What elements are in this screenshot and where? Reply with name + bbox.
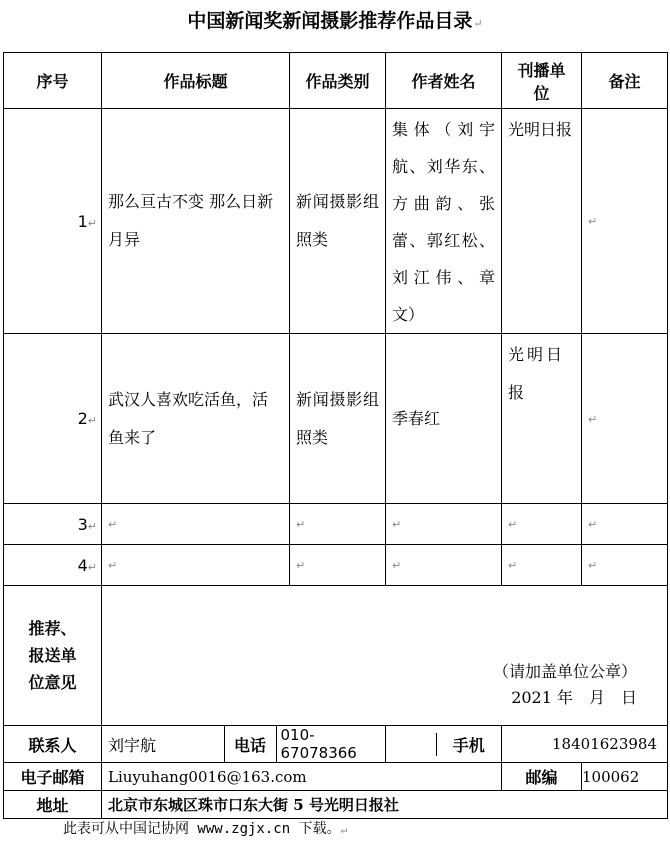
opinion-content: [102, 586, 668, 726]
opinion-date: 2021 年 月 日: [511, 688, 637, 707]
row-author: 集体（刘宇航、刘华东、方曲韵、张蕾、郭红松、刘江伟、章文）: [386, 109, 502, 334]
row-category: ↵: [290, 545, 386, 586]
row-remarks: ↵: [582, 334, 668, 504]
table-row: [4, 504, 668, 545]
page-title: [0, 6, 670, 33]
header-remarks: 备注: [582, 53, 668, 109]
contact-row: [4, 726, 668, 763]
header-publisher: 刊播单位: [502, 53, 582, 109]
title-text: 中国新闻奖新闻摄影推荐作品目录: [187, 10, 473, 32]
row-no: 2↵: [4, 334, 102, 504]
row-publisher: 光明日报: [502, 334, 582, 504]
row-title: 那么亘古不变 那么日新月异: [102, 109, 290, 334]
email-row: [4, 763, 668, 791]
header-author: 作者姓名: [386, 53, 502, 109]
stamp-note: （请加盖单位公章）: [492, 662, 637, 681]
row-title: ↵: [102, 545, 290, 586]
row-title: 武汉人喜欢吃活鱼，活鱼来了: [102, 334, 290, 504]
row-no: 3↵: [4, 504, 102, 545]
download-note: 此表可从中国记协网 www.zgjx.cn 下载。↵: [63, 821, 348, 837]
row-category: 新闻摄影组照类: [290, 334, 386, 504]
row-author: 季春红: [386, 334, 502, 504]
works-table: [3, 52, 668, 819]
opinion-label: 推荐、报送单位意见: [4, 586, 102, 726]
contact-subtable: [102, 726, 385, 762]
row-remarks: ↵: [582, 545, 668, 586]
para-mark: ↵: [473, 17, 483, 30]
row-publisher: ↵: [502, 545, 582, 586]
address-label: 地址: [4, 791, 102, 819]
contact-group: [102, 726, 386, 763]
row-title: ↵: [102, 504, 290, 545]
row-category: ↵: [290, 504, 386, 545]
mobile-label: 手机: [436, 733, 501, 756]
address-row: [4, 791, 668, 819]
row-author: ↵: [386, 545, 502, 586]
phone-cont: [386, 733, 436, 756]
address-value: 北京市东城区珠市口东大街 5 号光明日报社: [102, 791, 668, 819]
table-row: [4, 109, 668, 334]
phone-value: 010-67078366: [280, 726, 357, 762]
phone-label: 电话: [224, 726, 276, 762]
row-publisher: 光明日报: [502, 109, 582, 334]
header-title: 作品标题: [102, 53, 290, 109]
row-category: 新闻摄影组照类: [290, 109, 386, 334]
row-publisher: ↵: [502, 504, 582, 545]
zip-value: 100062: [582, 763, 668, 791]
mobile-value: 18401623984: [502, 726, 668, 763]
header-category: 作品类别: [290, 53, 386, 109]
row-no: 1↵: [4, 109, 102, 334]
row-no: 4↵: [4, 545, 102, 586]
email-value: Liuyuhang0016@163.com: [102, 763, 502, 791]
contact-label: 联系人: [4, 726, 102, 763]
phone-tail: [386, 726, 502, 763]
contact-value: 刘宇航: [108, 735, 157, 755]
row-author: ↵: [386, 504, 502, 545]
email-label: 电子邮箱: [4, 763, 102, 791]
table-row: [4, 545, 668, 586]
zip-label: 邮编: [502, 763, 582, 791]
row-remarks: ↵: [582, 109, 668, 334]
header-no: 序号: [4, 53, 102, 109]
row-remarks: ↵: [582, 504, 668, 545]
header-row: [4, 53, 668, 109]
table-row: [4, 334, 668, 504]
opinion-row: [4, 586, 668, 726]
